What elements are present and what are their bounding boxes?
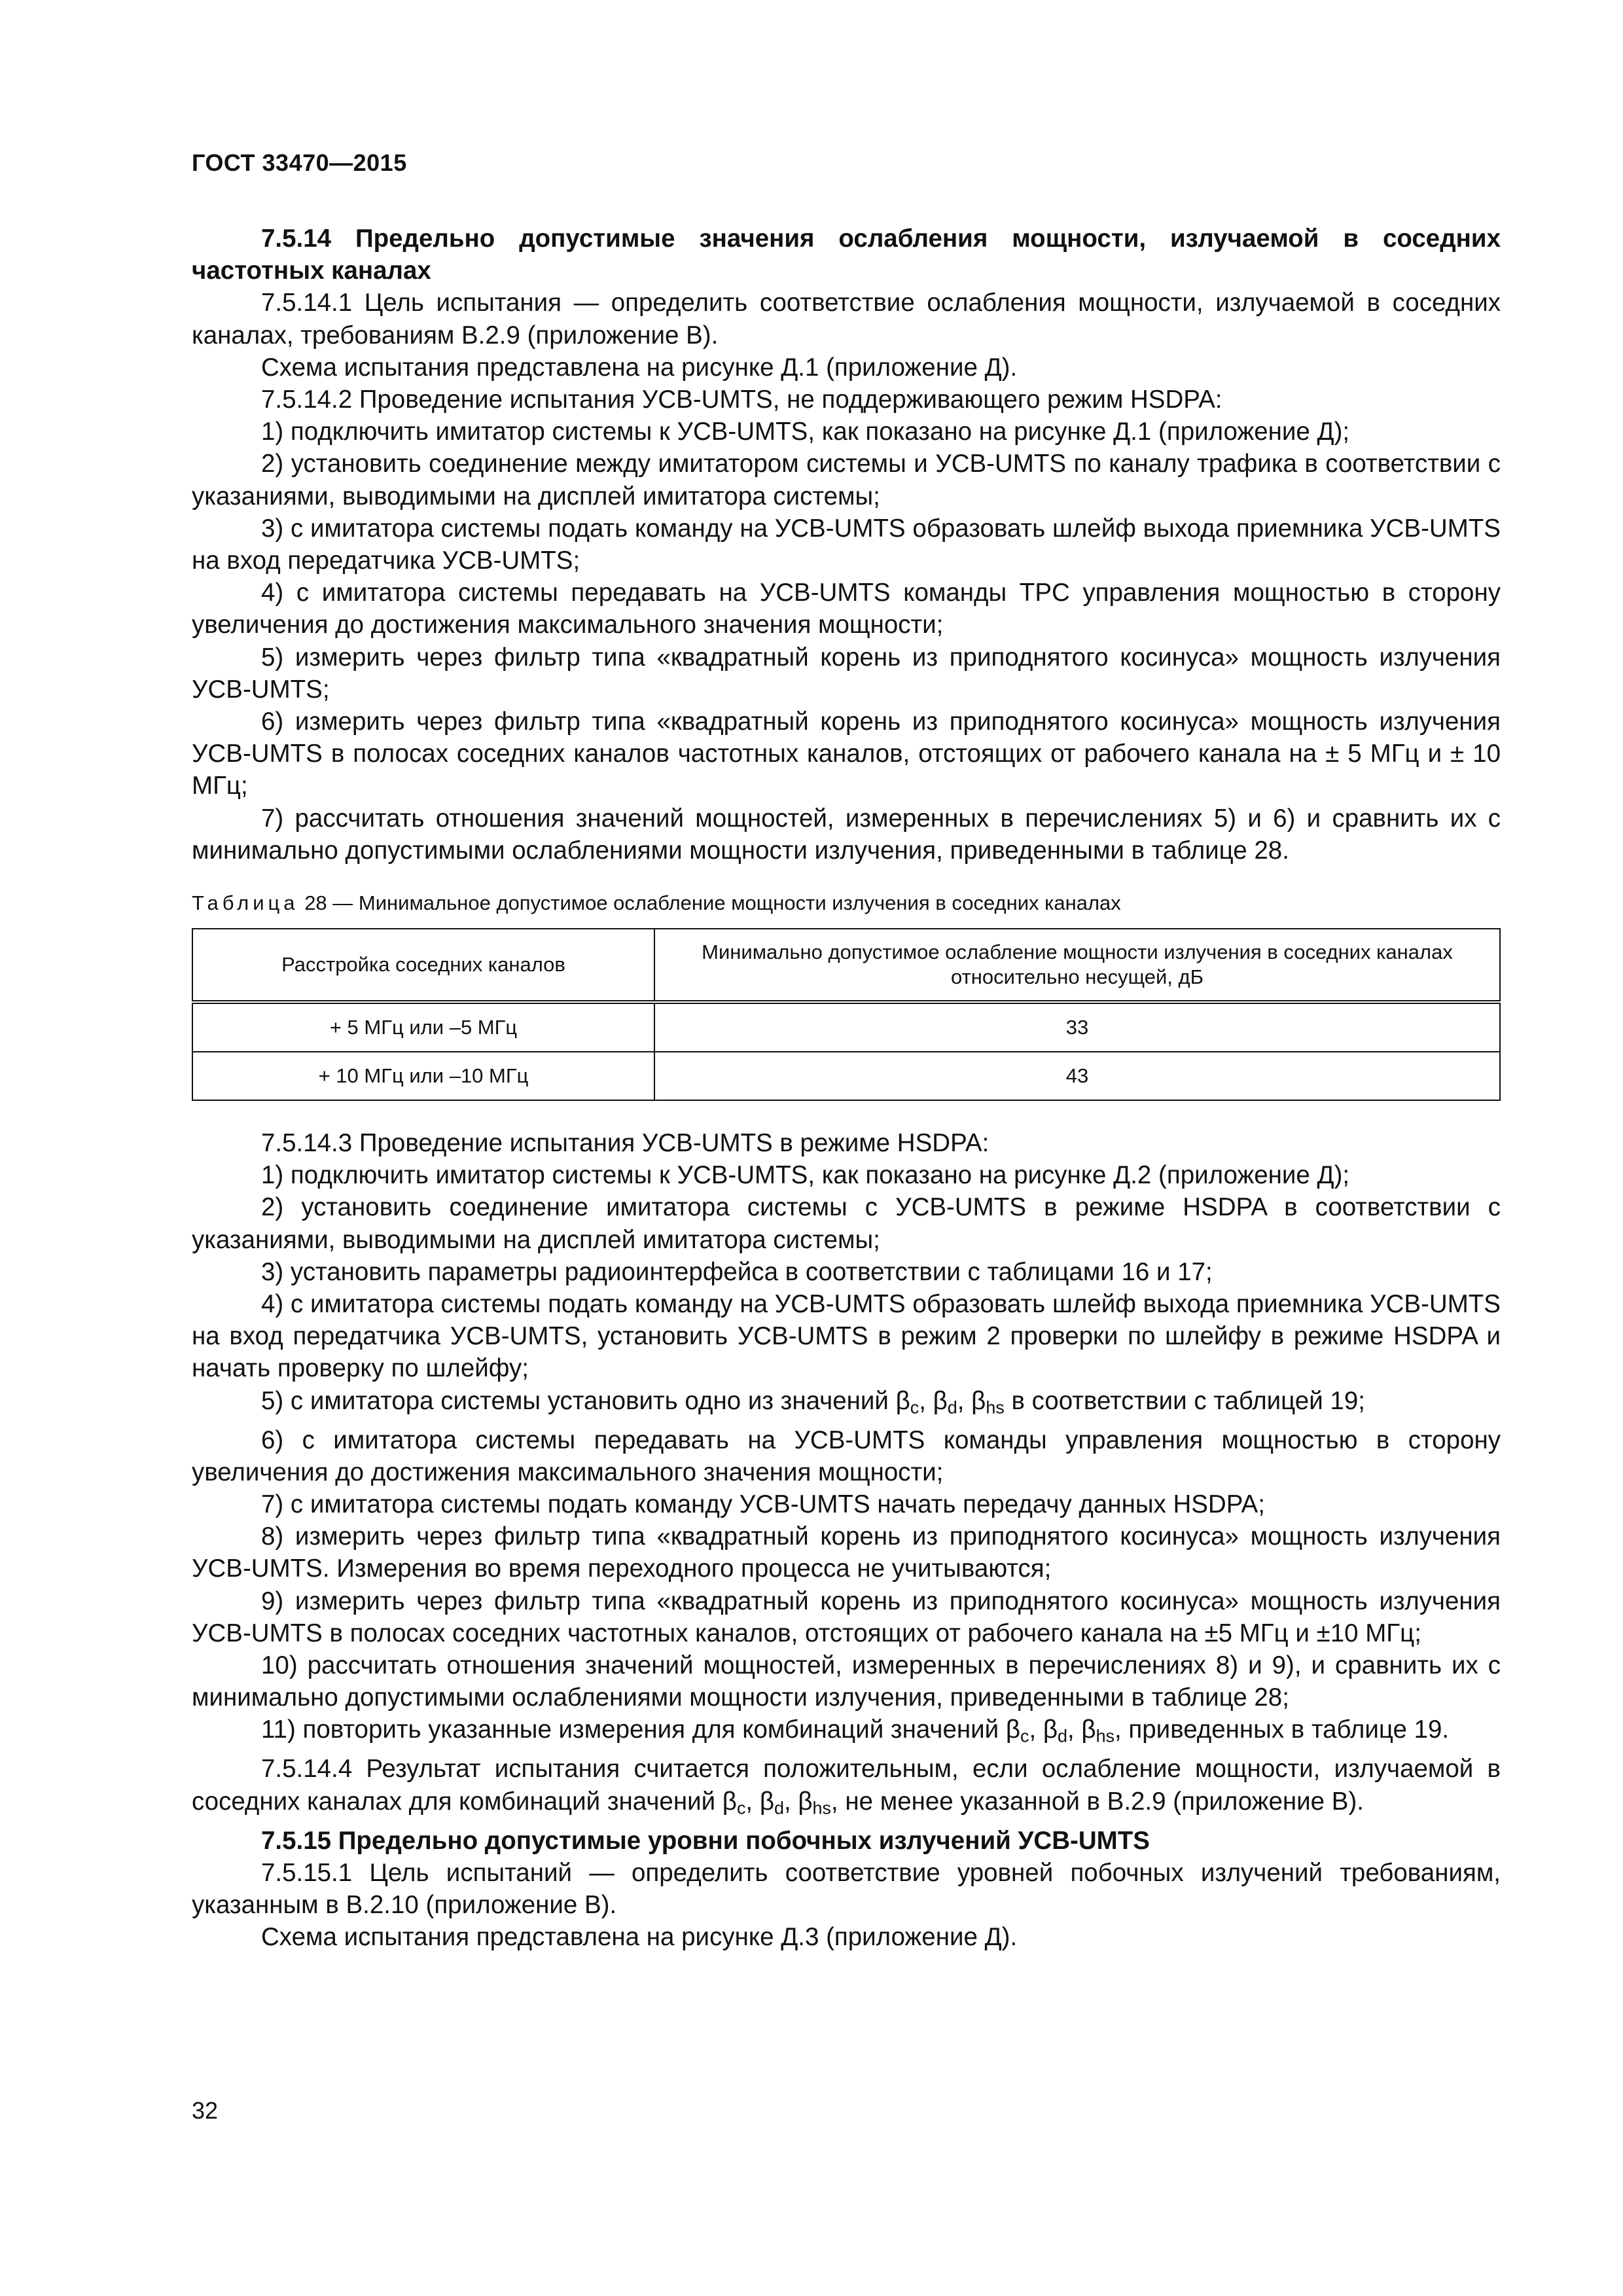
list-item: 1) подключить имитатор системы к УСВ-UMTS, как показано на рисунке Д.1 (приложение Д); bbox=[261, 418, 1350, 446]
table-caption bbox=[192, 890, 1501, 916]
beta-c-symbol: $\beta_c$ bbox=[1005, 1715, 1029, 1747]
table-caption-label: Таблица bbox=[192, 891, 299, 915]
list-item: 5) измерить через фильтр типа «квадратный корень из приподнятого косинуса» мощность излучения УСВ-UMTS; bbox=[192, 643, 1501, 704]
list-item: 4) с имитатора системы передавать на УСВ-UMTS команды TPC управления мощностью в сторону увеличения до достижения максимального значения мощности; bbox=[192, 579, 1501, 639]
step11-text-before: 11) повторить указанные измерения для комбинаций значений bbox=[261, 1715, 1006, 1744]
table-row bbox=[192, 1002, 1500, 1052]
p4-text-before: 7.5.14.4 Результат испытания считается положительным, если ослабление мощности, излучаемой в соседних каналах для комбинаций значений bbox=[192, 1755, 1501, 1816]
list-item: 10) рассчитать отношения значений мощностей, измеренных в перечислениях 8) и 9), и сравнить их с минимально допустимыми ослаблениями мощности излучения, приведенными в таблице 28; bbox=[192, 1651, 1501, 1712]
column-header-attenuation: Минимально допустимое ослабление мощности излучения в соседних каналах относительно несущей, дБ bbox=[654, 929, 1500, 1002]
cell-attenuation: 33 bbox=[654, 1002, 1500, 1052]
beta-hs-symbol: $\beta_{hs}$ bbox=[798, 1787, 831, 1818]
list-item: 6) с имитатора системы передавать на УСВ-UMTS команды управления мощностью в сторону увеличения до достижения максимального значения мощности; bbox=[192, 1426, 1501, 1486]
list-item: 6) измерить через фильтр типа «квадратный корень из приподнятого косинуса» мощность излучения УСВ-UMTS в полосах соседних каналов частотных каналов, отстоящих от рабочего канала на ± 5 МГц и ± 10 МГц; bbox=[192, 708, 1501, 800]
column-header-offset: Расстройка соседних каналов bbox=[192, 929, 654, 1002]
step11-text-after: , приведенных в таблице 19. bbox=[1115, 1715, 1450, 1744]
list-item: 9) измерить через фильтр типа «квадратный корень из приподнятого косинуса» мощность излучения УСВ-UMTS в полосах соседних частотных каналов, отстоящих от рабочего канала на ±5 МГц и ±10 МГц; bbox=[192, 1587, 1501, 1647]
beta-d-symbol: $\beta_d$ bbox=[759, 1787, 784, 1818]
paragraph-scheme-d3: Схема испытания представлена на рисунке Д.3 (приложение Д). bbox=[261, 1923, 1018, 1952]
paragraph-7-5-14-1: 7.5.14.1 Цель испытания — определить соответствие ослабления мощности, излучаемой в соседних каналах, требованиям В.2.9 (приложение В). bbox=[192, 289, 1501, 350]
cell-offset: + 10 МГц или –10 МГц bbox=[192, 1052, 654, 1100]
section-heading-7-5-15: 7.5.15 Предельно допустимые уровни побочных излучений УСВ-UMTS bbox=[261, 1826, 1150, 1855]
table-caption-text: 28 — Минимальное допустимое ослабление мощности излучения в соседних каналах bbox=[304, 891, 1121, 915]
step5-text-after: в соответствии с таблицей 19; bbox=[1004, 1386, 1365, 1415]
beta-hs-symbol: $\beta_{hs}$ bbox=[971, 1386, 1005, 1418]
paragraph-7-5-15-1: 7.5.15.1 Цель испытаний — определить соответствие уровней побочных излучений требованиям, указанным в В.2.10 (приложение В). bbox=[192, 1858, 1501, 1919]
table-row bbox=[192, 1052, 1500, 1100]
paragraph-scheme-d1: Схема испытания представлена на рисунке Д.1 (приложение Д). bbox=[261, 353, 1018, 382]
paragraph-7-5-14-4: 7.5.14.4 Результат испытания считается положительным, если ослабление мощности, излучаемой в соседних каналах для комбинаций значений $\beta_c$, $\beta_d$, $\beta_{hs}$, не менее указанной в В.2.9 (приложение В). bbox=[192, 1755, 1501, 1818]
cell-attenuation: 43 bbox=[654, 1052, 1500, 1100]
list-item: 11) повторить указанные измерения для комбинаций значений $\beta_c$, $\beta_d$, $\beta_{hs}$, приведенных в таблице 19. bbox=[261, 1715, 1450, 1747]
p4-text-after: , не менее указанной в В.2.9 (приложение В). bbox=[830, 1787, 1364, 1816]
cell-offset: + 5 МГц или –5 МГц bbox=[192, 1002, 654, 1052]
beta-d-symbol: $\beta_d$ bbox=[1043, 1715, 1068, 1747]
list-item: 7) рассчитать отношения значений мощностей, измеренных в перечислениях 5) и 6) и сравнить их с минимально допустимыми ослаблениями мощности излучения, приведенными в таблице 28. bbox=[192, 804, 1501, 865]
section-heading-7-5-14: 7.5.14 Предельно допустимые значения ослабления мощности, излучаемой в соседних частотных каналах bbox=[192, 224, 1501, 285]
list-item: 7) с имитатора системы подать команду УСВ-UMTS начать передачу данных HSDPA; bbox=[261, 1490, 1265, 1519]
beta-c-symbol: $\beta_c$ bbox=[722, 1787, 746, 1818]
list-item: 2) установить соединение между имитатором системы и УСВ-UMTS по каналу трафика в соответствии с указаниями, выводимыми на дисплей имитатора системы; bbox=[192, 450, 1501, 511]
document-body bbox=[192, 223, 1501, 1953]
beta-hs-symbol: $\beta_{hs}$ bbox=[1081, 1715, 1115, 1747]
list-item: 8) измерить через фильтр типа «квадратный корень из приподнятого косинуса» мощность излучения УСВ-UMTS. Измерения во время переходного процесса не учитываются; bbox=[192, 1522, 1501, 1583]
document-page bbox=[192, 0, 1501, 2296]
list-item: 2) установить соединение имитатора системы с УСВ-UMTS в режиме HSDPA в соответствии с указаниями, выводимыми на дисплей имитатора системы; bbox=[192, 1193, 1501, 1254]
list-item: 3) установить параметры радиоинтерфейса в соответствии с таблицами 16 и 17; bbox=[261, 1257, 1213, 1286]
list-item: 4) с имитатора системы подать команду на УСВ-UMTS образовать шлейф выхода приемника УСВ-UMTS на вход передатчика УСВ-UMTS, установить УСВ-UMTS в режим 2 проверки по шлейфу в режиме HSDPA и начать проверку по шлейфу; bbox=[192, 1290, 1501, 1383]
list-item: 1) подключить имитатор системы к УСВ-UMTS, как показано на рисунке Д.2 (приложение Д); bbox=[261, 1161, 1350, 1190]
beta-c-symbol: $\beta_c$ bbox=[895, 1386, 919, 1418]
paragraph-7-5-14-2: 7.5.14.2 Проведение испытания УСВ-UMTS, не поддерживающего режим HSDPA: bbox=[261, 386, 1222, 414]
page-number: 32 bbox=[192, 2097, 219, 2124]
list-item: 5) с имитатора системы установить одно из значений $\beta_c$, $\beta_d$, $\beta_{hs}$ в соответствии с таблицей 19; bbox=[261, 1386, 1365, 1418]
paragraph-7-5-14-3: 7.5.14.3 Проведение испытания УСВ-UMTS в режиме HSDPA: bbox=[261, 1129, 990, 1158]
step5-text-before: 5) с имитатора системы установить одно из значений bbox=[261, 1386, 896, 1415]
table-header-row bbox=[192, 929, 1500, 1002]
beta-d-symbol: $\beta_d$ bbox=[933, 1386, 957, 1418]
table-28 bbox=[192, 928, 1501, 1101]
list-item: 3) с имитатора системы подать команду на УСВ-UMTS образовать шлейф выхода приемника УСВ-UMTS на вход передатчика УСВ-UMTS; bbox=[192, 514, 1501, 575]
document-header: ГОСТ 33470—2015 bbox=[192, 149, 407, 176]
